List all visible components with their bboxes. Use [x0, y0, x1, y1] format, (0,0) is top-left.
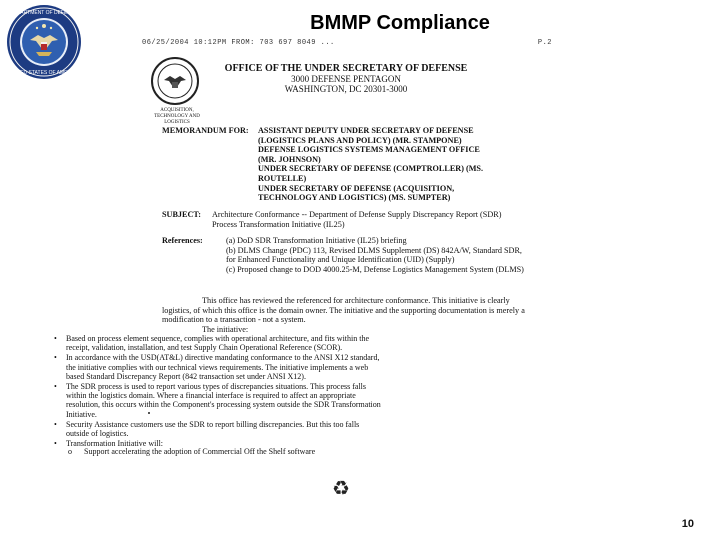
memo-for-recipients [258, 126, 528, 203]
initiative-bullet: • Security Assistance customers use the SDR to report billing discrepancies. But this too falls outside of logistics. [52, 420, 382, 438]
reference-item: (a) DoD SDR Transformation Initiative (IL25) briefing [226, 236, 407, 245]
reference-item: (c) Proposed change to DOD 4000.25-M, Defense Logistics Management System (DLMS) [226, 264, 524, 274]
recipient-line: DEFENSE LOGISTICS SYSTEMS MANAGEMENT OFFICE [258, 145, 480, 155]
recycle-icon: ♻ [332, 478, 350, 500]
osd-seal-label: ACQUISITION, TECHNOLOGY AND LOGISTICS [154, 108, 200, 125]
initiative-sub-bullet: o Support accelerating the adoption of Commercial Off the Shelf software [80, 447, 315, 456]
recipient-line: (LOGISTICS PLANS AND POLICY) (MR. STAMPONE) [258, 135, 462, 145]
fax-header [142, 39, 552, 47]
memo-for-block [162, 126, 528, 203]
subject-block [162, 210, 528, 229]
recipient-line: (MR. JOHNSON) [258, 154, 321, 164]
letterhead-office: OFFICE OF THE UNDER SECRETARY OF DEFENSE [224, 63, 468, 74]
fax-page: P.2 [537, 39, 552, 47]
initiative-bullets [52, 334, 382, 449]
references-list [226, 236, 528, 274]
letterhead-address2: WASHINGTON, DC 20301-3000 [284, 84, 408, 94]
initiative-bullet: • In accordance with the USD(AT&L) directive mandating conformance to the ANSI X12 standard, the initiative complies with our technical views requirements. The initiative implements a web based Standard Discrepancy Report (842 transaction set under ANSI X12). [52, 353, 382, 381]
subject-text: Architecture Conformance -- Department of Defense Supply Discrepancy Report (SDR) Process Transformation Initiative (IL25) [212, 210, 502, 229]
initiative-heading: The initiative: [202, 325, 249, 334]
letterhead [206, 64, 486, 94]
references-label: References: [162, 236, 203, 245]
references-block [162, 236, 528, 274]
svg-text:DEPARTMENT OF DEFENSE: DEPARTMENT OF DEFENSE [10, 10, 78, 16]
recipient-line: ASSISTANT DEPUTY UNDER SECRETARY OF DEFENSE [258, 126, 474, 135]
page-number: 10 [681, 518, 694, 530]
recipient-line: TECHNOLOGY AND LOGISTICS) (MS. SUMPTER) [258, 193, 451, 203]
initiative-bullet: • Transformation Initiative will: [52, 439, 382, 448]
osd-seal-logo [150, 56, 200, 106]
svg-text:UNITED STATES OF AMERICA: UNITED STATES OF AMERICA [8, 70, 80, 76]
reference-item: (b) DLMS Change (PDC) 113, Revised DLMS Supplement (DS) 842A/W, Standard SDR, for Enhanced Functionality and Unique Identification (UID) (Supply) [226, 245, 522, 265]
initiative-bullet: • The SDR process is used to report various types of discrepancies situations. This process falls within the logistics domain. Where a financial interface is required to affect an appropriate resolution, this occurs within the Component's processing system outside the SDR Transformation Initiative. [52, 382, 382, 419]
scan-speck [148, 412, 150, 414]
initiative-bullet: • Based on process element sequence, complies with operational architecture, and fits within the receipt, validation, installation, and test Supply Chain Operational Reference (SCOR). [52, 334, 382, 352]
slide-title: BMMP Compliance [310, 12, 490, 34]
recipient-line: UNDER SECRETARY OF DEFENSE (ACQUISITION, [258, 183, 455, 193]
recipient-line: ROUTELLE) [258, 173, 307, 183]
review-paragraph: This office has reviewed the referenced for architecture conformance. This initiative is clearly logistics, of which this office is the domain owner. The initiative and the supporting documentation is merely a modification to a transaction - not a system. [162, 296, 525, 325]
fax-header-line: 06/25/2004 10:12PM FROM: 703 697 8049 ... [142, 39, 335, 47]
memo-for-label: MEMORANDUM FOR: [162, 126, 249, 135]
dod-seal-logo [6, 4, 82, 80]
recipient-line: UNDER SECRETARY OF DEFENSE (COMPTROLLER) (MS. [258, 164, 484, 174]
subject-label: SUBJECT: [162, 210, 201, 219]
letterhead-address1: 3000 DEFENSE PENTAGON [291, 74, 401, 84]
